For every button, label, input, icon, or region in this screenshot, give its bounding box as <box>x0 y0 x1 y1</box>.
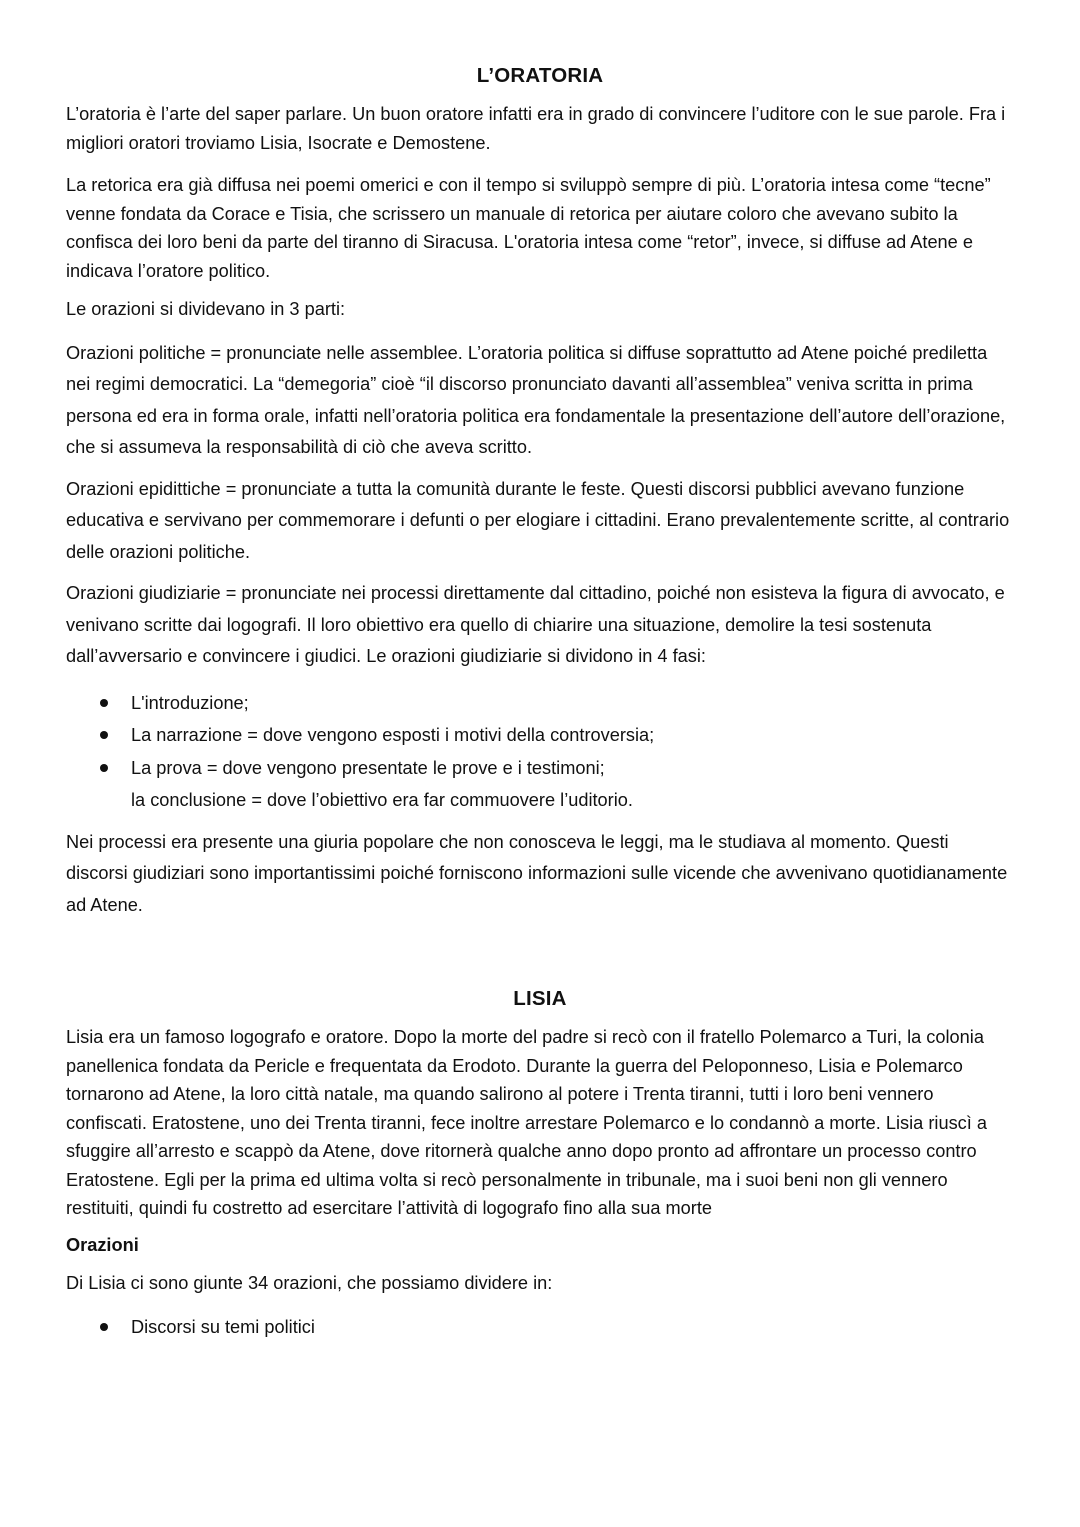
list-item-text: Discorsi su temi politici <box>131 1317 315 1337</box>
list-item <box>66 784 1014 817</box>
phases-list <box>66 687 1014 817</box>
list-item <box>66 687 1014 720</box>
list-item <box>66 1311 1014 1344</box>
paragraph-orazioni-politiche: Orazioni politiche = pronunciate nelle assemblee. L’oratoria politica si diffuse soprattutto ad Atene poiché prediletta nei regimi democratici. La “demegoria” cioè “il discorso pronunciato davanti all’assemblea” veniva scritta in prima persona ed era in forma orale, infatti nell’oratoria politica era fondamentale la presentazione dell’autore dell’orazione, che si assumeva la responsabilità di ciò che aveva scritto. <box>66 342 1006 457</box>
paragraph-orazioni-giudiziarie: Orazioni giudiziarie = pronunciate nei processi direttamente dal cittadino, poiché non esisteva la figura di avvocato, e venivano scritte dai logografi. Il loro obiettivo era quello di chiarire una situazione, demolire la tesi sostenuta dall’avversario e convincere i giudici. Le orazioni giudiziarie si dividono in 4 fasi: <box>66 583 1005 666</box>
bullet-icon <box>100 731 108 739</box>
bullet-icon <box>100 1323 108 1331</box>
paragraph: Di Lisia ci sono giunte 34 orazioni, che possiamo dividere in: <box>66 1272 553 1293</box>
paragraph: Le orazioni si dividevano in 3 parti: <box>66 299 346 319</box>
lisia-list <box>66 1311 1014 1344</box>
section-title-lisia: LISIA <box>513 987 567 1010</box>
subheading-orazioni: Orazioni <box>66 1234 139 1255</box>
section-title-oratoria: L’ORATORIA <box>476 64 604 87</box>
list-item-text: La narrazione = dove vengono esposti i motivi della controversia; <box>131 725 655 745</box>
bullet-icon <box>100 764 108 772</box>
paragraph-orazioni-epidittiche: Orazioni epidittiche = pronunciate a tutta la comunità durante le feste. Questi discorsi pubblici avevano funzione educativa e servivano per commemorare i defunti o per elogiare i cittadini. Erano prevalentemente scritte, al contrario delle orazioni politiche. <box>66 478 1010 562</box>
list-item <box>66 719 1014 752</box>
paragraph: Nei processi era presente una giuria popolare che non conosceva le leggi, ma le studiava al momento. Questi discorsi giudiziari sono importantissimi poiché forniscono informazioni sulle vicende che avvenivano quotidianamente ad Atene. <box>66 831 1008 915</box>
paragraph: La retorica era già diffusa nei poemi omerici e con il tempo si sviluppò sempre di più. L’oratoria intesa come “tecne” venne fondata da Corace e Tisia, che scrissero un manuale di retorica per aiutare coloro che avevano subito la confisca dei loro beni da parte del tiranno di Siracusa. L'oratoria intesa come “retor”, invece, si diffuse ad Atene e indicava l’oratore politico. <box>66 175 991 281</box>
list-item-text: la conclusione = dove l’obiettivo era far commuovere l’uditorio. <box>131 790 633 810</box>
list-item-text: La prova = dove vengono presentate le prove e i testimoni; <box>131 757 605 778</box>
list-item <box>66 752 1014 785</box>
bullet-icon <box>100 699 108 707</box>
paragraph: L’oratoria è l’arte del saper parlare. Un buon oratore infatti era in grado di convincere l’uditore con le sue parole. Fra i migliori oratori troviamo Lisia, Isocrate e Demostene. <box>66 104 1006 153</box>
list-item-text: L'introduzione; <box>131 692 249 713</box>
paragraph-lisia-bio: Lisia era un famoso logografo e oratore. Dopo la morte del padre si recò con il fratello Polemarco a Turi, la colonia panellenica fondata da Pericle e frequentata da Erodoto. Durante la guerra del Peloponneso, Lisia e Polemarco tornarono ad Atene, la loro città natale, ma quando salirono al potere i Trenta tiranni, tutti i loro beni vennero confiscati. Eratostene, uno dei Trenta tiranni, fece inoltre arrestare Polemarco e lo condannò a morte. Lisia riuscì a sfuggire all’arresto e scappò da Atene, dove ritornerà qualche anno dopo pronto ad affrontare un processo contro Eratostene. Egli per la prima ed ultima volta si recò personalmente in tribunale, ma i suoi beni non gli vennero restituiti, quindi fu costretto ad esercitare l’attività di logografo fino alla sua morte <box>66 1027 987 1218</box>
